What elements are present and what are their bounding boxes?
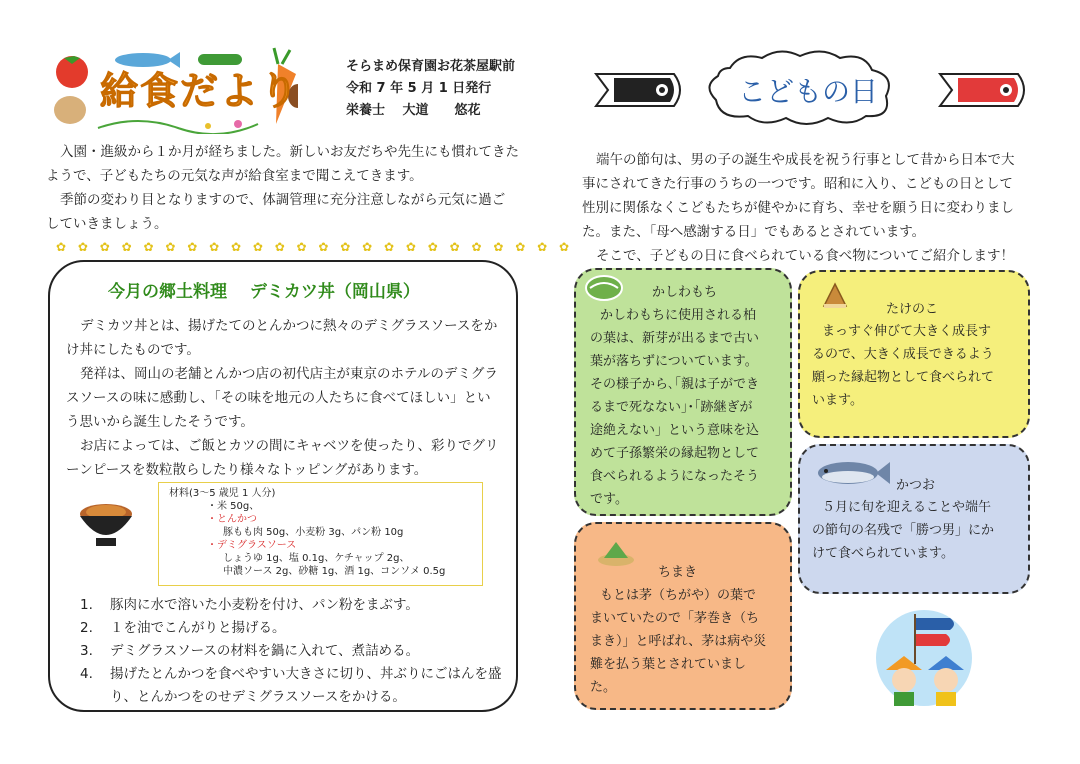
katsuo-line: けて食べられています。 xyxy=(812,546,954,561)
intro-line: ようで、子どもたちの元気な声が給食室まで聞こえてきます。 xyxy=(46,168,423,184)
katsuo-text xyxy=(812,496,1024,565)
takenoko-icon xyxy=(820,282,850,314)
kashiwamochi-text xyxy=(590,304,786,511)
kashiwamochi-icon xyxy=(584,274,624,306)
recipe-sauce-label: ・デミグラスソース xyxy=(207,540,297,551)
newsletter-title: 給食だより xyxy=(100,69,301,113)
local-dish-title: 今月の郷土料理 デミカツ丼（岡山県） xyxy=(108,282,420,302)
kashiwamochi-line: 葉が落ちずについています。 xyxy=(590,354,758,369)
dish-line: 発祥は、岡山の老舗とんかつ店の初代店主が東京のホテルのデミグラ xyxy=(80,366,498,382)
kashiwamochi-title: かしわもち xyxy=(652,285,718,300)
chimaki-line: もとは茅（ちがや）の葉で xyxy=(600,588,757,603)
dish-line: う思いから誕生したそうです。 xyxy=(66,414,254,430)
red-koinobori-icon xyxy=(938,70,1030,114)
recipe-steps xyxy=(80,594,510,709)
dish-line: デミカツ丼とは、揚げたてのとんかつに熱々のデミグラスソースをか xyxy=(80,318,498,334)
takenoko-line: まっすぐ伸びて大きく成長す xyxy=(822,324,992,339)
kashiwamochi-line: その様子から､｢親は子ができ xyxy=(590,377,760,392)
kashiwamochi-line: 途絶えない」という意味を込 xyxy=(590,423,760,438)
katsuo-line: ５月に旬を迎えることや端午 xyxy=(822,500,992,515)
recipe-step: 3. デミグラスソースの材料を鍋に入れて、煮詰める。 xyxy=(80,643,420,659)
takenoko-line: るので、大きく成長できるよう xyxy=(812,347,994,362)
chimaki-line: まき）」と呼ばれ、茅は病や災 xyxy=(590,634,767,649)
kashiwamochi-line: 食べられるようになったそう xyxy=(590,469,760,484)
kashiwamochi-line: の葉は、新芽が出るまで古い xyxy=(590,331,760,346)
takenoko-line: 願った縁起物として食べられて xyxy=(812,370,995,385)
kodomo-line: 端午の節句は、男の子の誕生や成長を祝う行事として昔から日本で大 xyxy=(596,152,1015,168)
dish-line: ーンピースを数粒散らしたり様々なトッピングがあります。 xyxy=(66,462,428,478)
kashiwamochi-line: かしわもちに使用される柏 xyxy=(600,308,757,323)
kashiwamochi-line: るまで死なない｣･｢跡継ぎが xyxy=(590,400,753,415)
header-meta xyxy=(346,56,515,122)
recipe-step: 4. 揚げたとんかつを食べやすい大きさに切り、丼ぶりにごはんを盛 xyxy=(80,666,502,682)
intro-line: していきましょう。 xyxy=(46,216,168,232)
recipe-step: 2. １を油でこんがりと揚げる。 xyxy=(80,620,286,636)
recipe-heading: 材料(3～5 歳児 1 人分) xyxy=(169,488,276,499)
dish-line: け丼にしたものです。 xyxy=(66,342,200,358)
recipe-step: 1. 豚肉に水で溶いた小麦粉を付け、パン粉をまぶす。 xyxy=(80,597,419,613)
kodomo-line: 事にされてきた行事のうちの一つです。昭和に入り、こどもの日として xyxy=(582,176,1013,192)
kodomo-title: こどもの日 xyxy=(738,75,879,108)
intro-line: 入園・進級から１か月が経ちました。新しいお友だちや先生にも慣れてきた xyxy=(60,144,519,160)
katsuo-fish-icon xyxy=(814,456,890,494)
takenoko-title: たけのこ xyxy=(886,302,939,317)
katsuo-title: かつお xyxy=(896,478,936,493)
kodomo-line: た。また、「母へ感謝する日」でもあるとされています。 xyxy=(582,224,926,240)
recipe-rice: ・米 50g、 xyxy=(207,501,260,512)
chimaki-text xyxy=(590,584,786,699)
takenoko-line: います。 xyxy=(812,393,863,408)
dish-line: スソースの味に感動し、「その味を地元の人たちに食べてほしい」とい xyxy=(66,390,491,406)
black-koinobori-icon xyxy=(594,70,686,114)
chimaki-line: まいていたので「茅巻き（ち xyxy=(590,611,760,626)
chimaki-line: 難を払う葉とされていまし xyxy=(590,657,747,672)
chimaki-line: た。 xyxy=(590,680,617,695)
kodomo-line: 性別に関係なくこどもたちが健やかに育ち、幸せを願う日に変わりまし xyxy=(582,200,1014,216)
flower-divider-icon: ✿ ✿ ✿ ✿ ✿ ✿ ✿ ✿ ✿ ✿ ✿ ✿ ✿ ✿ ✿ ✿ ✿ ✿ ✿ ✿ ✿ ✿ ✿ ✿ xyxy=(56,240,574,254)
katsudon-bowl-icon xyxy=(76,494,136,554)
dish-line: お店によっては、ご飯とカツの間にキャベツを使ったり、彩りでグリ xyxy=(80,438,499,454)
recipe-tonkatsu-items: 豚もも肉 50g、小麦粉 3g、パン粉 10g xyxy=(223,527,404,538)
recipe-sauce-items: 中濃ソース 2g、砂糖 1g、酒 1g、コンソメ 0.5g xyxy=(223,566,446,577)
katsuo-line: の節句の名残で「勝つ男」にか xyxy=(812,523,995,538)
issue-date: 令和 7 年 5 月 1 日発行 xyxy=(346,81,492,96)
kashiwamochi-line: めて子孫繁栄の縁起物として xyxy=(590,446,760,461)
kashiwamochi-line: です。 xyxy=(590,492,628,507)
chimaki-icon xyxy=(596,538,636,572)
intro-line: 季節の変わり目となりますので、体調管理に充分注意しながら元気に過ご xyxy=(60,192,506,208)
children-koinobori-illustration-icon xyxy=(874,606,974,714)
author-name: 栄養士 大道 悠花 xyxy=(346,103,481,118)
facility-name: そらまめ保育園お花茶屋駅前 xyxy=(346,59,516,74)
recipe-step: り、とんかつをのせデミグラスソースをかける。 xyxy=(110,689,406,705)
recipe-box xyxy=(158,482,483,586)
kodomo-line: そこで、子どもの日に食べられている食べ物についてご紹介します！ xyxy=(596,248,1014,264)
intro-text xyxy=(46,140,524,236)
kodomo-description xyxy=(582,148,1034,268)
local-dish-description xyxy=(66,314,506,482)
recipe-sauce-items: しょうゆ 1g、塩 0.1g、ケチャップ 2g、 xyxy=(223,553,410,564)
chimaki-title: ちまき xyxy=(658,565,698,580)
takenoko-text xyxy=(812,320,1024,412)
recipe-tonkatsu-label: ・とんかつ xyxy=(207,514,257,525)
